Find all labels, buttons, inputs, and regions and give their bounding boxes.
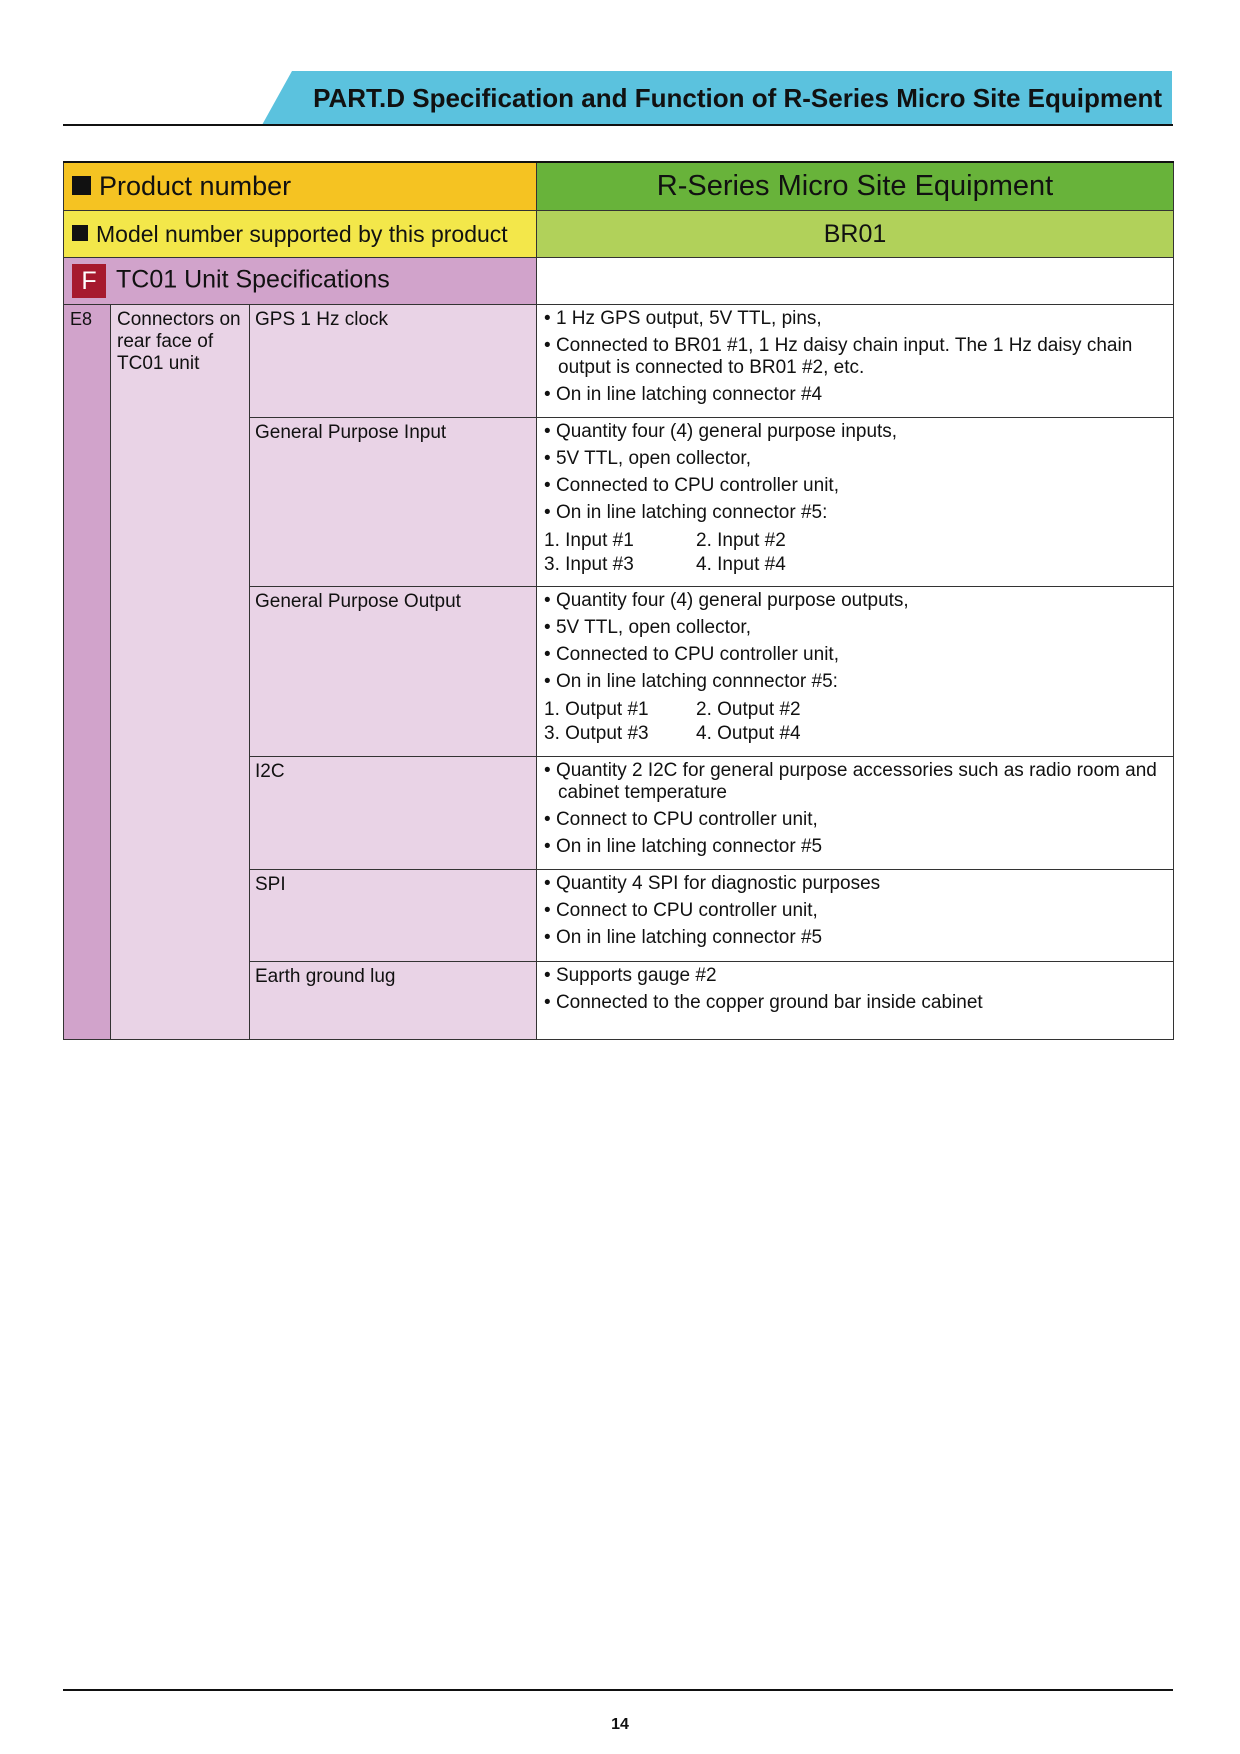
output-entry: 2. Output #2 (696, 699, 801, 720)
output-entry: 3. Output #3 (544, 723, 649, 744)
output-entry: 4. Output #4 (696, 723, 801, 744)
section-badge: F (72, 264, 106, 298)
spec-bullet: • Connect to CPU controller unit, (544, 900, 1166, 922)
product-number-label: Product number (99, 171, 292, 201)
spec-bullet: • On in line latching connector #5: (544, 502, 1166, 524)
spec-bullet: • Connected to CPU controller unit, (544, 475, 1166, 497)
model-number-row (64, 211, 1174, 258)
section-empty-cell (537, 258, 1174, 305)
model-number-label-cell (64, 211, 537, 258)
black-square-icon (72, 176, 91, 195)
spec-description (537, 418, 1174, 587)
spec-item: GPS 1 Hz clock (250, 305, 537, 418)
section-row (64, 258, 1174, 305)
spec-bullet: • On in line latching connector #5 (544, 836, 1166, 858)
spec-group: Connectors on rear face of TC01 unit (111, 305, 250, 1040)
section-title: TC01 Unit Specifications (116, 265, 390, 294)
output-pair (544, 698, 1166, 722)
output-entry: 1. Output #1 (544, 699, 649, 720)
spec-item: General Purpose Output (250, 587, 537, 757)
spec-item: I2C (250, 757, 537, 870)
spec-bullet: • Quantity 2 I2C for general purpose accessories such as radio room and cabinet temperature (544, 760, 1166, 804)
spec-description (537, 587, 1174, 757)
spec-bullet: • On in line latching connector #4 (544, 384, 1166, 406)
product-number-value: R-Series Micro Site Equipment (537, 162, 1174, 211)
spec-table (63, 161, 1174, 1040)
input-pair (544, 529, 1166, 553)
input-entry: 4. Input #4 (696, 554, 786, 575)
spec-description (537, 757, 1174, 870)
spec-bullet: • On in line latching connnector #5: (544, 671, 1166, 693)
spec-description (537, 305, 1174, 418)
spec-bullet: • Connected to BR01 #1, 1 Hz daisy chain input. The 1 Hz daisy chain output is connected to BR01 #2, etc. (544, 335, 1166, 379)
spec-row-gps (64, 305, 1174, 418)
input-entry: 2. Input #2 (696, 530, 786, 551)
spec-code: E8 (64, 305, 111, 1040)
spec-bullet: • Quantity four (4) general purpose inputs, (544, 421, 1166, 443)
spec-item: General Purpose Input (250, 418, 537, 587)
spec-bullet: • 1 Hz GPS output, 5V TTL, pins, (544, 308, 1166, 330)
footer-divider (63, 1689, 1173, 1691)
spec-bullet: • Connected to the copper ground bar inside cabinet (544, 992, 1166, 1014)
input-pair (544, 553, 1166, 577)
spec-description (537, 870, 1174, 962)
product-number-label-cell (64, 162, 537, 211)
spec-bullet: • Supports gauge #2 (544, 965, 1166, 987)
spec-bullet: • 5V TTL, open collector, (544, 448, 1166, 470)
page-number: 14 (611, 1716, 629, 1733)
output-pair (544, 722, 1166, 746)
model-number-label: Model number supported by this product (96, 220, 508, 247)
spec-item: Earth ground lug (250, 962, 537, 1040)
input-entry: 1. Input #1 (544, 530, 634, 551)
header-divider (63, 124, 1173, 126)
input-entry: 3. Input #3 (544, 554, 634, 575)
spec-bullet: • Connect to CPU controller unit, (544, 809, 1166, 831)
section-title-cell (64, 258, 537, 305)
spec-bullet: • Connected to CPU controller unit, (544, 644, 1166, 666)
model-number-value: BR01 (537, 211, 1174, 258)
black-square-icon (72, 225, 88, 241)
product-number-row (64, 162, 1174, 211)
spec-item: SPI (250, 870, 537, 962)
spec-bullet: • Quantity 4 SPI for diagnostic purposes (544, 873, 1166, 895)
spec-description (537, 962, 1174, 1040)
page-header-title: PART.D Specification and Function of R-Series Micro Site Equipment (313, 83, 1162, 113)
spec-bullet: • On in line latching connector #5 (544, 927, 1166, 949)
spec-bullet: • 5V TTL, open collector, (544, 617, 1166, 639)
spec-bullet: • Quantity four (4) general purpose outputs, (544, 590, 1166, 612)
